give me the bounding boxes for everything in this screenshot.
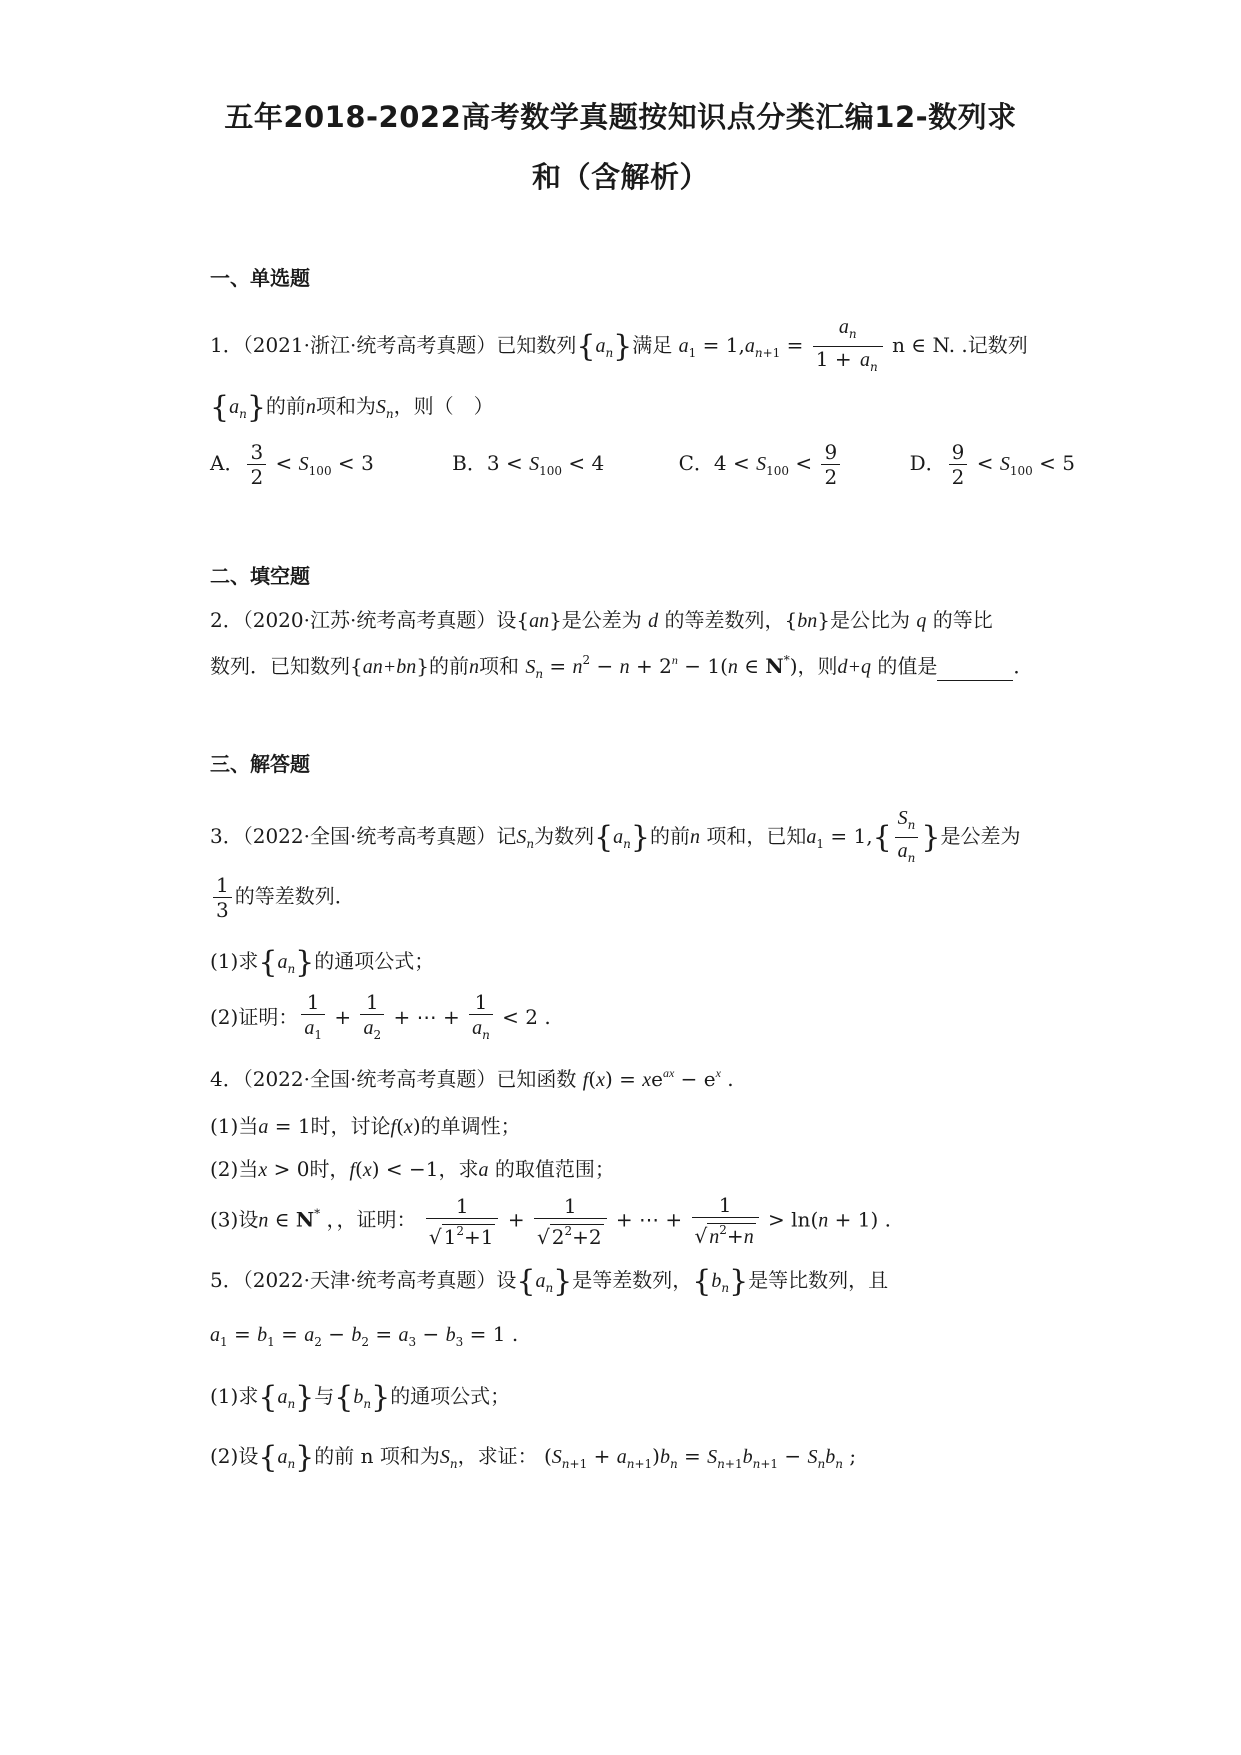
q5-part-1: (1)求$\{a_n\}$与$\{b_n\}$的通项公式；	[210, 1380, 511, 1415]
q1-option-d[interactable]: D． $\frac{9}{2}$ < $S_{100} < 5$	[909, 440, 1075, 489]
q4-part-2: (2)当x > 0时，f(x) < −1，求a 的取值范围；	[210, 1157, 615, 1181]
q1-line-2: $\{a_n\}$的前n项和为$S_n$，则（ ）	[210, 390, 494, 425]
section-heading-single-choice: 一、单选题	[210, 266, 310, 290]
q5-part-2: (2)设$\{a_n\}$的前 n 项和为$S_n$，求证： $(S_{n+1} + a_{n+1})b_n = S_{n+1}b_{n+1} - S_nb_n$ ;	[210, 1440, 857, 1475]
q3-part-1: (1)求$\{a_n\}$的通项公式；	[210, 945, 435, 980]
q1-option-b[interactable]: B．$3 < S_{100} < 4$	[452, 451, 605, 478]
q2-line-1: 2．（2020·江苏·统考高考真题）设{an}是公差为 d 的等差数列，{bn}是公比为 q 的等比	[210, 608, 993, 632]
q1-mid: 满足	[632, 333, 673, 357]
q2-line-2: 数列．已知数列{an+bn}的前n项和 $S_n = n^2 - n + 2^n - 1(n$ ∈ N*)，则d+q 的值是 ．	[210, 653, 1034, 681]
q1-option-c[interactable]: C．$4 < S_{100}$ < $\frac{9}{2}$	[679, 440, 844, 489]
q4-part-1: (1)当a = 1时，讨论f(x)的单调性；	[210, 1114, 521, 1138]
q1-options	[210, 440, 1117, 489]
q3-line-1: 3．（2022·全国·统考高考真题）记$S_n$为数列$\{a_n\}$的前n 项和，已知$a_1 = 1$,{ $\frac{S_n}{a_n}$ }是公差为	[210, 807, 1021, 865]
q5-line-2: $a_1 = b_1 = a_2 - b_2 = a_3 - b_3 = 1$ .	[210, 1322, 519, 1349]
section-heading-fill-blank: 二、填空题	[210, 564, 310, 588]
q4-part-3: (3)设n ∈ N* ，，证明： $\frac{1}{√ 1^2+1}$ + $\frac{1}{√ 2^2+2}$ + ⋯ + $\frac{1}{√ n^2+n}$ > ln(n + 1) .	[210, 1193, 891, 1249]
q1-tail: . .记数列	[948, 333, 1028, 357]
q3-part-2: (2)证明： $\frac{1}{a_1}$ + $\frac{1}{a_2}$ + ⋯ + $\frac{1}{a_n}$ < 2 .	[210, 990, 551, 1042]
q5-line-1: 5．（2022·天津·统考高考真题）设$\{a_n\}$是等差数列，$\{b_n\}$是等比数列，且	[210, 1264, 889, 1299]
q4-line-1: 4．（2022·全国·统考高考真题）已知函数 $f(x) = xe^{ax} - e^x$ .	[210, 1066, 734, 1091]
section-heading-answer: 三、解答题	[210, 752, 310, 776]
q1-cond-n: n ∈ N	[892, 333, 949, 357]
q1-line-1: 1．（2021·浙江·统考高考真题）已知数列$\{a_n\}$满足 $a_1 = 1,a_{n+1}$ = $\frac{a_n}{1 + a_n}$ n ∈ N. .记数列	[210, 314, 1028, 379]
q1-fraction: $\frac{a_n}{1 + a_n}$	[813, 314, 883, 379]
q2-answer-blank[interactable]	[937, 662, 1013, 681]
title-line-2: 和（含解析）	[531, 160, 709, 194]
title-line-1: 五年2018-2022高考数学真题按知识点分类汇编12-数列求	[224, 100, 1017, 134]
q1-cond-a1: 1,	[725, 333, 745, 357]
q3-line-2: $\frac{1}{3}$ 的等差数列．	[210, 873, 355, 922]
q1-option-a[interactable]: A． $\frac{3}{2}$ < $S_{100} < 3$	[210, 440, 374, 489]
q1-prefix: 1．（2021·浙江·统考高考真题）已知数列	[210, 333, 577, 357]
